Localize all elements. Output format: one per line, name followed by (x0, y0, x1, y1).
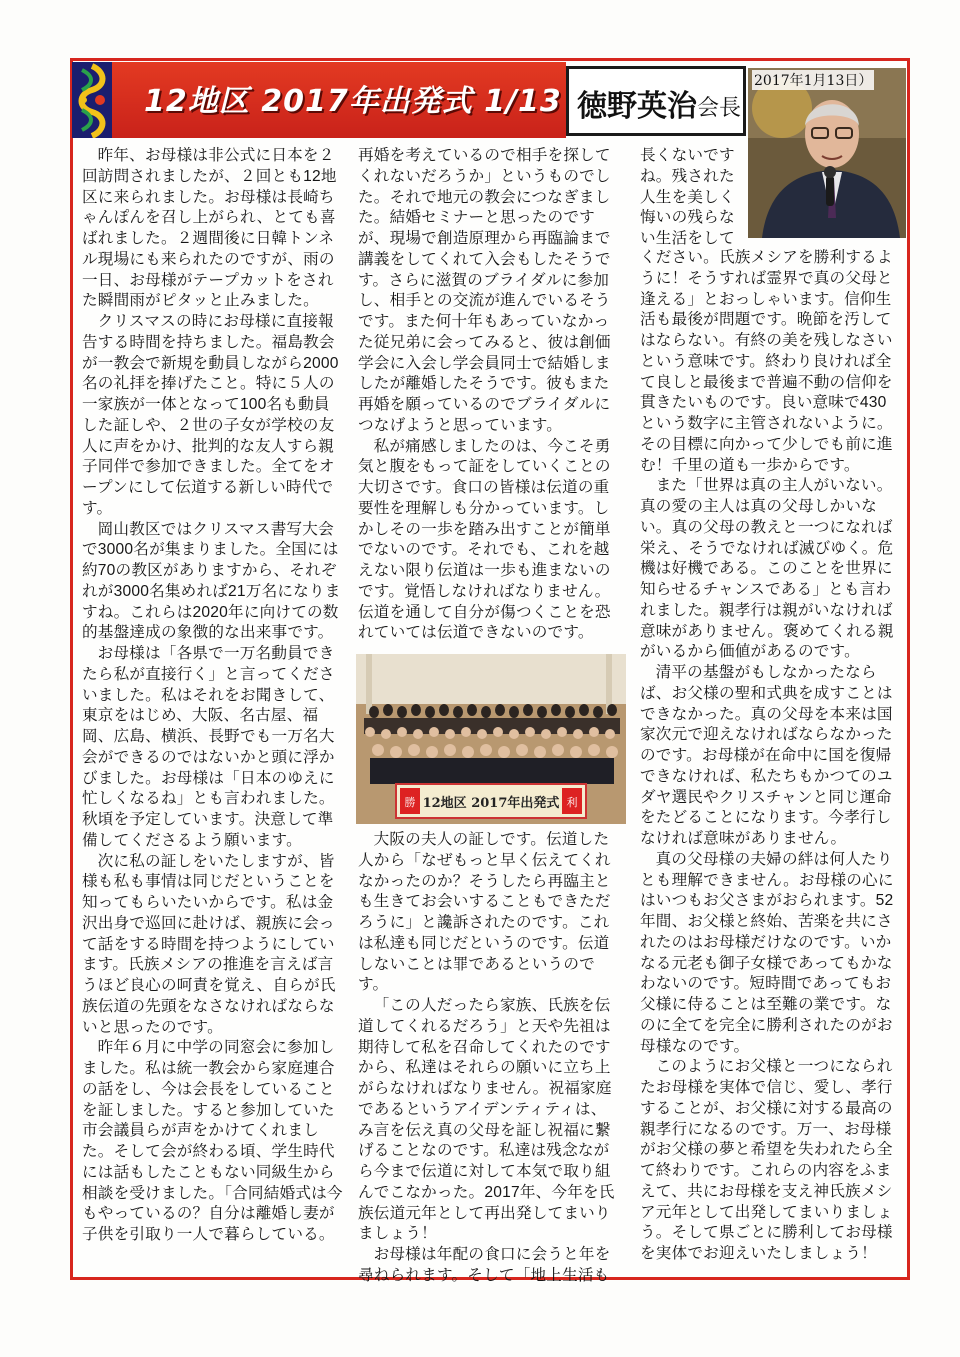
photo-emblem-left: 勝 (404, 796, 416, 809)
speaker-name: 徳野英治 (577, 89, 697, 124)
date-line: 2017年1月13日） (752, 70, 874, 90)
article-column-1 (82, 146, 344, 1246)
paragraph: お母様は「各県で一万名動員できたら私が直接行く」と言ってくださいました。私はそれをお聞きして、東京をはじめ、大阪、名古屋、福岡、広島、横浜、長野でも一万名大会ができるのではないかと頭に浮かびました。お母様は「日本のゆえに忙しくなるね」とも言われました。秋頃を予定しています。決意して準備してくださるよう願います。 (82, 645, 335, 849)
article-column-2-lower (358, 830, 622, 1287)
paragraph: 清平の基盤がもしなかったならば、お父様の聖和式典を成すことはできなかった。真の父母を本来は国家次元で迎えなければならなかったのです。お母様が在命中に国を復帰できなければ、私たちもかつてのユダヤ選民やクリスチャンと同じ運命をたどることになります。今孝行しなければ意味がありません。 (640, 664, 893, 847)
paragraph: 次に私の証しをいたしますが、皆様も私も事情は同じだということを知ってもらいたいからです。私は金沢出身で巡回に赴けば、親族に会って話をする時間を持つようにしています。氏族メシアの推進を言えば言うほど良心の呵責を覚え、自らが氏族伝道の先頭をなさなければならないと思ったのです。 (82, 852, 336, 1036)
ornament-icon (72, 62, 112, 138)
photo-banner-text: 12地区 2017年出発式 (422, 796, 560, 811)
paragraph: 岡山教区ではクリスマス書写大会で3000名が集まりました。全国には約70の教区がありますから、それぞれが3000名集めれば21万名になりますね。これらは2020年に向けての数的基盤達成の象徴的な出来事です。 (82, 520, 341, 642)
title-banner (72, 62, 566, 138)
paragraph: 昨年、お母様は非公式に日本を２回訪問されましたが、２回とも12地区に来られました。お母様は長崎ちゃんぽんを召し上がられ、とても喜ばれました。２週間後に日韓トンネル現場にも来られたのですが、雨の一日、お母様がテープカットをされた瞬間雨がピタッと止みました。 (82, 147, 337, 310)
paragraph: 長くないですね。残された人生を美しく悔いの残らない生活をして (640, 147, 735, 247)
photo-emblem-right: 利 (566, 796, 578, 809)
paragraph: 大阪の夫人の証しです。伝道した人から「なぜもっと早く伝えてくれなかったのか？そうしたら再臨主とも生きてお会いすることもできただろうに」と讒訴されたのです。これは私達も同じだというのです。伝道しないことは罪であるというのです。 (358, 831, 611, 994)
speaker-namebox (566, 66, 746, 136)
article-column-3-top (640, 146, 746, 250)
paragraph: 再婚を考えているので相手を探してくれないだろうか」というものでした。それで地元の教会につなぎました。結婚セミナーと思ったのですが、現場で創造原理から再臨論まで講義をしてくれて入会もしたそうです。さらに滋賀のブライダルに参加し、相手との交流が進んでいるそうです。また何十年もあっていなかった従兄弟に会ってみると、彼は創価学会に入会し学会員同士で結婚しましたが離婚したそうです。彼もまた再婚を願っているのでブライダルにつなげようと思っています。 (358, 147, 611, 434)
paragraph: このようにお父様と一つになられたお母様を実体で信じ、愛し、孝行することが、お父様に対する最高の親孝行になるのです。万一、お母様がお父様の夢と希望を失われたら全て終わりです。これらの内容をふまえて、共にお母様を支え神氏族メシア元年として出発してまいりましょう。そして県ごとに勝利してお母様を実体でお迎えいたしましょう！ (640, 1058, 893, 1262)
paragraph: 昨年６月に中学の同窓会に参加しました。私は統一教会から家庭連合の話をし、今は会長をしていることを証しました。すると参加していた市会議員らが声をかけてくれました。そして会が終わる頃、学生時代には話もしたこともない同級生から相談を受けました。「合同結婚式は今もやっているの？自分は離婚し妻が子供を引取り一人で暮らしている。 (82, 1039, 343, 1243)
speaker-portrait (748, 68, 906, 238)
banner-title: 12地区 2017年出発式 1/13 (144, 84, 562, 119)
paragraph: ください。氏族メシアを勝利するように！そうすれば霊界で真の父母と逢える」とおっしゃいます。信仰生活も最後が問題です。晩節を汚してはならない。有終の美を残しなさいという意味です。終わり良ければ全て良しと最後まで普遍不動の信仰を貫きたいものです。良い意味で430という数字に主管されないように。その目標に向かって少しでも前に進む！千里の道も一歩からです。 (640, 249, 893, 474)
article-column-2 (358, 146, 622, 644)
paragraph: クリスマスの時にお母様に直接報告する時間を持ちました。福島教会が一教会で新規を動員しながら2000名の礼拝を捧げたこと。特に５人の一家族が一体となって100名も動員した証しや、２世の子女が学校の友人に声をかけ、批判的な友人すら親子同伴で参加できました。全てをオープンにして伝道する新しい時代です。 (82, 313, 339, 517)
article-column-3 (640, 248, 902, 1265)
paragraph: 「この人だったら家族、氏族を伝道してくれるだろう」と天や先祖は期待して私を召命してくれたのですから、私達はそれらの願いに立ち上がらなければなりません。祝福家庭であるというアイデンティティは、み言を伝え真の父母を証し祝福に繋げることなのです。私達は残念ながら今まで伝道に対して本気で取り組んでこなかった。2017年、今年を氏族伝道元年として再出発してまいりましょう！ (358, 997, 615, 1243)
speaker-title: 会長 (697, 96, 742, 121)
paragraph: お母様は年配の食口に会うと年を尋ねられます。そして「地上生活も (358, 1246, 611, 1284)
paragraph: また「世界は真の主人がいない。真の愛の主人は真の父母しかいない。真の父母の教えと一つになれば栄え、そうでなければ滅びゆく。危機は好機である。このことを世界に知らせるチャンスである」とも言われました。親孝行は親がいなければ意味がありません。褒めてくれる親がいるから価値があるのです。 (640, 477, 894, 661)
paragraph: 私が痛感しましたのは、今こそ勇気と腹をもって証をしていくことの大切さです。食口の皆様は伝道の重要性を理解しも分かっています。しかしその一歩を踏み出すことが簡単でないのです。それでも、これを越えない限り伝道は一歩も進まないのです。覚悟しなければなりません。伝道を通して自分が傷つくことを恐れていては伝道できないのです。 (358, 437, 611, 642)
paragraph: 真の父母様の夫婦の絆は何人たりとも理解できません。お母様の心にはいつもお父さまがおられます。52年間、お父様と終始、苦楽を共にされたのはお母様だけなのです。いかなる元老も御子女様であってもかなわないのです。短時間であってもお父様に侍ることは至難の業です。なのに全てを完全に勝利されたのがお母様なのです。 (640, 850, 894, 1055)
group-photo (356, 654, 626, 824)
